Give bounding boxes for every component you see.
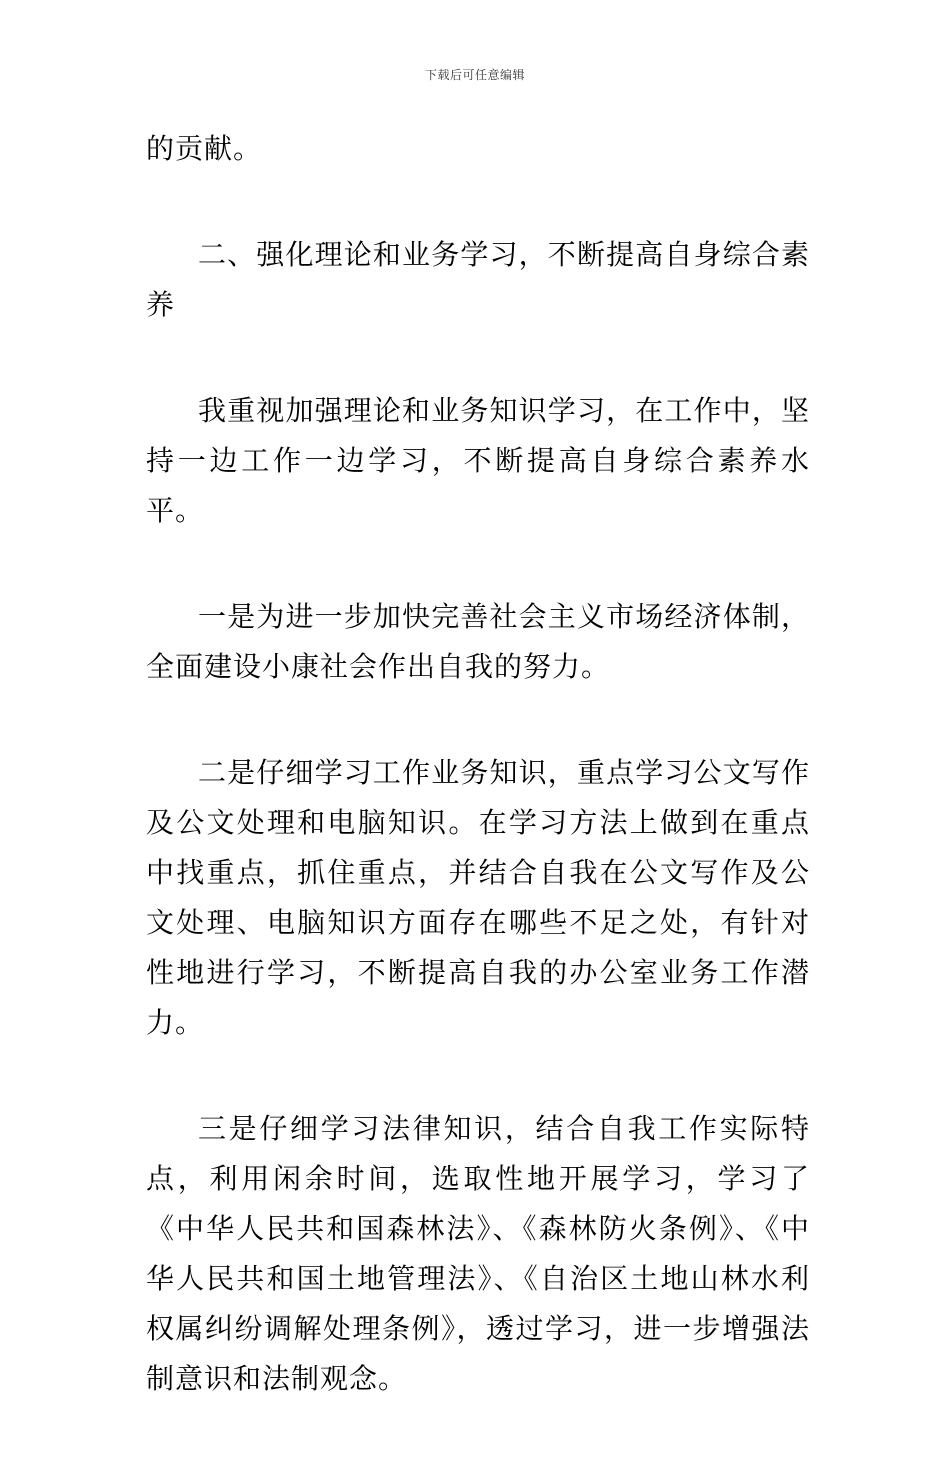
paragraph-point-three: 三是仔细学习法律知识，结合自我工作实际特点，利用闲余时间，选取性地开展学习，学习了《中华人民共和国森林法》、《森林防火条例》、《中华人民共和国土地管理法》、《自治区土地山林水利权属纠纷调解处理条例》，透过学习，进一步增强法制意识和法制观念。 bbox=[146, 1112, 810, 1395]
paragraph-point-two: 二是仔细学习工作业务知识，重点学习公文写作及公文处理和电脑知识。在学习方法上做到在重点中找重点，抓住重点，并结合自我在公文写作及公文处理、电脑知识方面存在哪些不足之处，有针对性地进行学习，不断提高自我的办公室业务工作潜力。 bbox=[146, 756, 810, 1039]
paragraph-intro: 我重视加强理论和业务知识学习，在工作中，坚持一边工作一边学习，不断提高自身综合素养水平。 bbox=[146, 394, 810, 527]
page-header: 下载后可任意编辑 bbox=[424, 68, 525, 82]
document-body bbox=[146, 124, 810, 1460]
paragraph-continuation: 的贡献。 bbox=[146, 132, 263, 165]
paragraph-point-one: 一是为进一步加快完善社会主义市场经济体制，全面建设小康社会作出自我的努力。 bbox=[146, 600, 810, 683]
section-heading: 二、强化理论和业务学习，不断提高自身综合素养 bbox=[146, 238, 810, 321]
